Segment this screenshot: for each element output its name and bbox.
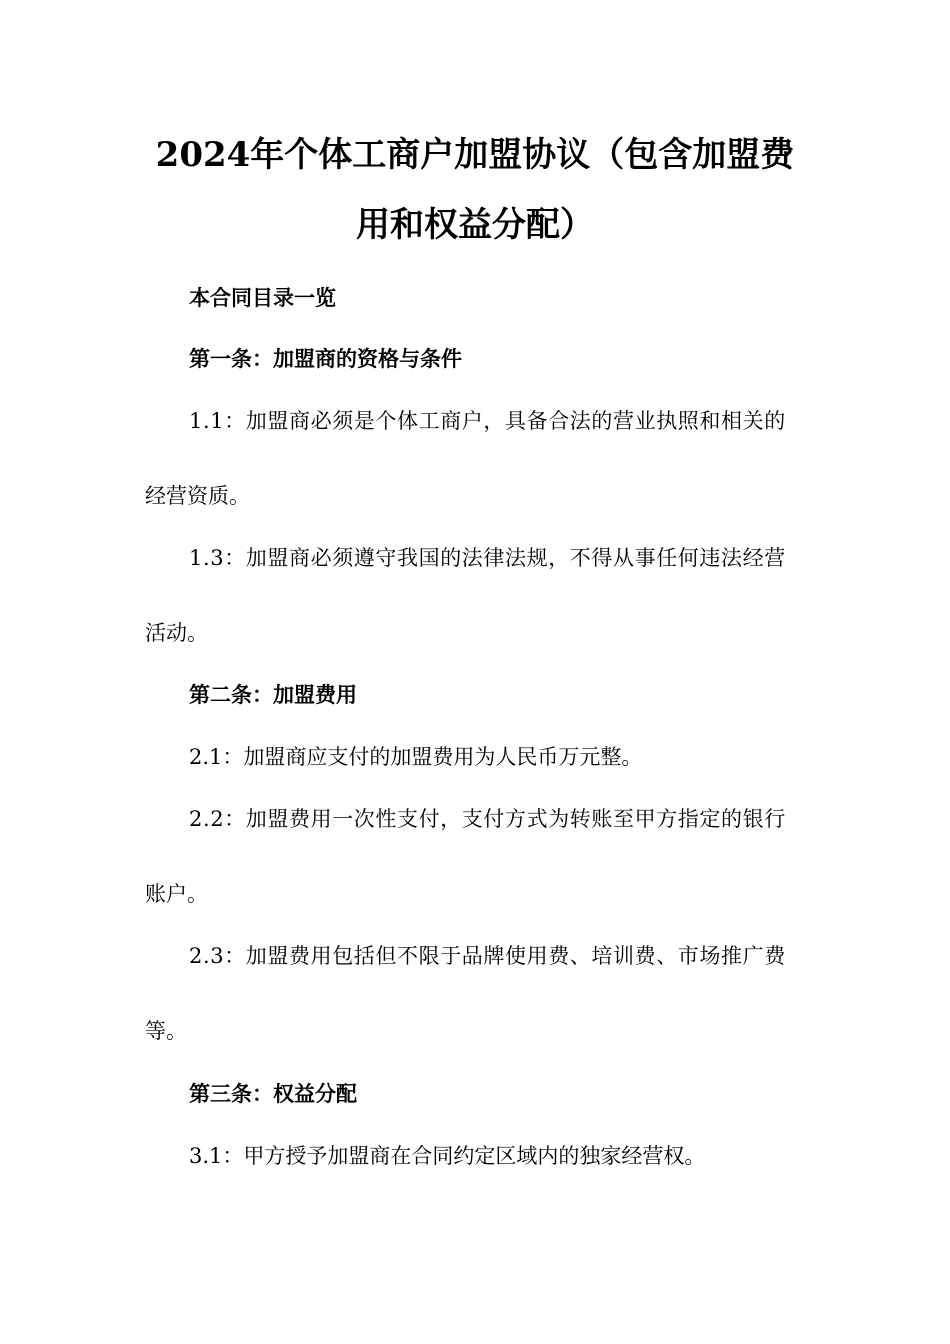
- clause-2-2-line-1: 2.2：加盟费用一次性支付，支付方式为转账至甲方指定的银行: [189, 807, 786, 831]
- clause-2-2-line-2: 账户。: [145, 882, 208, 906]
- document-title-line-2: 用和权益分配）: [356, 205, 594, 245]
- article-2-heading: 第二条：加盟费用: [189, 682, 357, 707]
- clause-3-1: 3.1：甲方授予加盟商在合同约定区域内的独家经营权。: [189, 1144, 706, 1168]
- document-title-line-1: 2024年个体工商户加盟协议（包含加盟费: [155, 135, 795, 175]
- clause-2-3-line-1: 2.3：加盟费用包括但不限于品牌使用费、培训费、市场推广费: [189, 944, 786, 968]
- clause-1-1-line-2: 经营资质。: [145, 484, 250, 508]
- clause-2-1: 2.1：加盟商应支付的加盟费用为人民币万元整。: [189, 745, 643, 769]
- clause-1-3-line-1: 1.3：加盟商必须遵守我国的法律法规，不得从事任何违法经营: [189, 546, 786, 570]
- clause-1-1-line-1: 1.1：加盟商必须是个体工商户，具备合法的营业执照和相关的: [189, 409, 786, 433]
- article-1-heading: 第一条：加盟商的资格与条件: [189, 346, 462, 371]
- clause-1-3-line-2: 活动。: [145, 621, 208, 645]
- toc-heading: 本合同目录一览: [189, 285, 336, 310]
- clause-2-3-line-2: 等。: [145, 1019, 187, 1043]
- article-3-heading: 第三条：权益分配: [189, 1081, 357, 1106]
